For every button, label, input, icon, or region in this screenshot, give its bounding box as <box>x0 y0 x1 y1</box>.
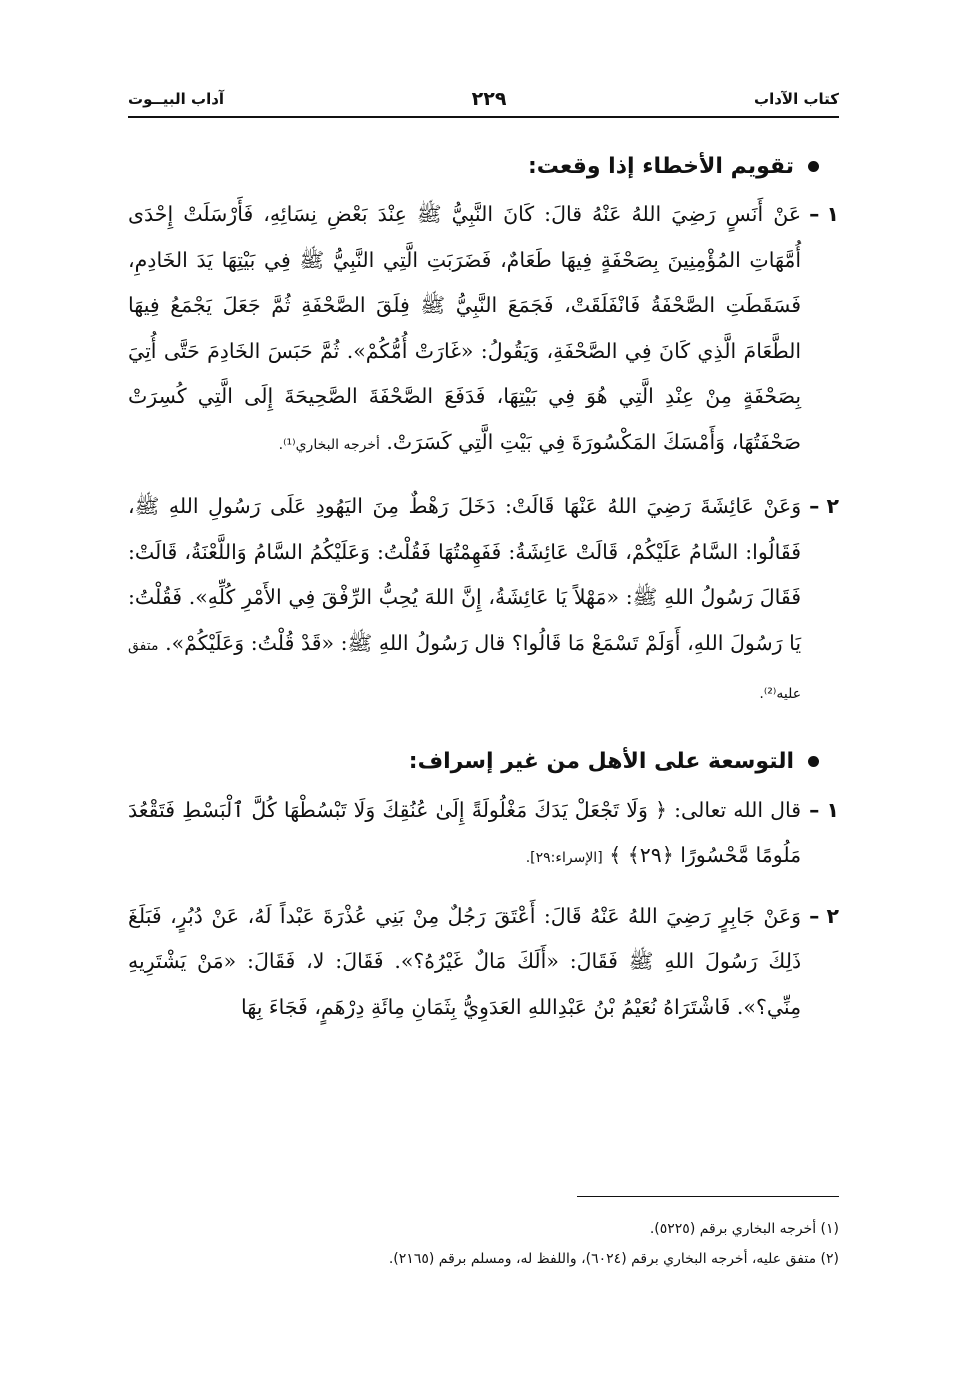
footnotes <box>128 1214 839 1274</box>
footnote-rule <box>577 1196 839 1197</box>
verse-body: قال الله تعالى: ﴿ وَلَا تَجْعَلْ يَدَكَ مَغْلُولَةً إِلَىٰ عُنُقِكَ وَلَا تَبْسُطْهَا كُلَّ ٱلْبَسْطِ فَتَقْعُدَ مَلُومًا مَّحْسُورًا ﴿٢٩﴾ ﴾ <box>128 797 802 867</box>
bullet-icon <box>808 756 819 767</box>
item-number: ٢ – <box>809 903 839 928</box>
chapter-title: آداب البيــوت <box>128 90 225 108</box>
bullet-icon <box>808 161 819 172</box>
hadith-body: وَعَنْ جَابِرٍ رَضِيَ اللهُ عَنْهُ قَالَ: أَعْتَقَ رَجُلٌ مِنْ بَنِي عُذْرَةَ عَبْداً لَهُ، عَنْ دُبُرٍ، فَبَلَغَ ذَلِكَ رَسُولَ اللهِ ﷺ فَقَالَ: «أَلَكَ مَالٌ غَيْرُهُ؟». فَقَالَ: لا، فَقَالَ: «مَنْ يَشْتَرِيهِ مِنِّي؟». فَاشْتَرَاهُ نُعَيْمُ بْنُ عَبْدِاللهِ العَدَوِيُّ بِثَمَانِ مِائَةِ دِرْهَمٍ، فَجَاءَ بِهَا <box>128 903 802 1019</box>
footnote-1: (١) أخرجه البخاري برقم (٥٢٢٥). <box>649 1221 839 1237</box>
hadith-text <box>128 484 801 718</box>
running-header <box>128 86 839 112</box>
hadith-attribution: متفق عليه⁽²⁾. <box>128 637 802 702</box>
section-heading-text: تقويم الأخطاء إذا وقعت: <box>527 153 794 179</box>
hadith-paragraph <box>128 484 839 718</box>
verse-reference: [الإسراء:٢٩]. <box>525 850 603 866</box>
header-rule <box>128 116 839 118</box>
section-heading-correcting-mistakes <box>128 140 839 192</box>
hadith-body: وَعَنْ عَائِشَةَ رَضِيَ اللهُ عَنْهَا قَالَتْ: دَخَلَ رَهْطٌ مِنَ اليَهُودِ عَلَى رَسُولِ اللهِ ﷺ، فَقَالُوا: السَّامُ عَلَيْكُمْ، قَالَتْ عَائِشَةُ: فَفَهِمْتُهَا فَقُلْتُ: وَعَلَيْكُمُ السَّامُ وَاللَّعْنَةُ، قَالَتْ: فَقَالَ رَسُولُ اللهِ ﷺ: «مَهْلاً يَا عَائِشَةُ، إِنَّ اللهَ يُحِبُّ الرِّفْقَ فِي الأَمْرِ كُلِّهِ». فَقُلْتُ: يَا رَسُولَ اللهِ، أَوَلَمْ تَسْمَعْ مَا قَالُوا؟ قال رَسُولُ اللهِ ﷺ: «قَدْ قُلْتُ: وَعَلَيْكُمْ». <box>128 494 802 655</box>
book-title: كتاب الآداب <box>754 90 839 108</box>
section-heading-text: التوسعة على الأهل من غير إسراف: <box>408 749 794 774</box>
hadith-text <box>128 894 801 1031</box>
hadith-text <box>128 192 801 468</box>
footnote-2: (٢) متفق عليه، أخرجه البخاري برقم (٦٠٢٤)، واللفظ له، ومسلم برقم (٢١٦٥). <box>388 1251 839 1267</box>
hadith-attribution: أخرجه البخاري⁽¹⁾. <box>278 436 380 453</box>
item-number: ٢ – <box>809 494 839 518</box>
page-body <box>128 140 839 1030</box>
item-number: ١ – <box>809 202 839 226</box>
item-number: ١ – <box>809 797 839 822</box>
section-heading-family-spending <box>128 736 839 788</box>
page-number: ٢٢٩ <box>471 88 507 110</box>
verse-text <box>128 788 801 882</box>
hadith-paragraph <box>128 192 839 468</box>
hadith-body: عَنْ أَنَسٍ رَضِيَ اللهُ عَنْهُ قالَ: كَانَ النَّبِيُّ ﷺ عِنْدَ بَعْضِ نِسَائِهِ، فَأَرْسَلَتْ إِحْدَى أُمَّهَاتِ المُؤْمِنِينَ بِصَحْفَةٍ فِيهَا طَعَامٌ، فَضَرَبَتِ الَّتِي النَّبِيُّ ﷺ فِي بَيْتِهَا يَدَ الخَادِمِ، فَسَقَطَتِ الصَّحْفَةُ فَانْفَلَقَتْ، فَجَمَعَ النَّبِيُّ ﷺ فِلَقَ الصَّحْفَةِ ثُمَّ جَعَلَ يَجْمَعُ فِيهَا الطَّعَامَ الَّذِي كَانَ فِي الصَّحْفَةِ، وَيَقُولُ: «غَارَتْ أُمُّكُمْ». ثُمَّ حَبَسَ الخَادِمَ حَتَّى أُتِيَ بِصَحْفَةٍ مِنْ عِنْدِ الَّتِي هُوَ فِي بَيْتِهَا، فَدَفَعَ الصَّحْفَةَ الصَّحِيحَةَ إِلَى الَّتِي كُسِرَتْ صَحْفَتُهَا، وَأَمْسَكَ المَكْسُورَةَ فِي بَيْتِ الَّتِي كَسَرَتْ. <box>128 202 802 454</box>
hadith-paragraph <box>128 894 839 1031</box>
quran-verse-paragraph <box>128 788 839 882</box>
